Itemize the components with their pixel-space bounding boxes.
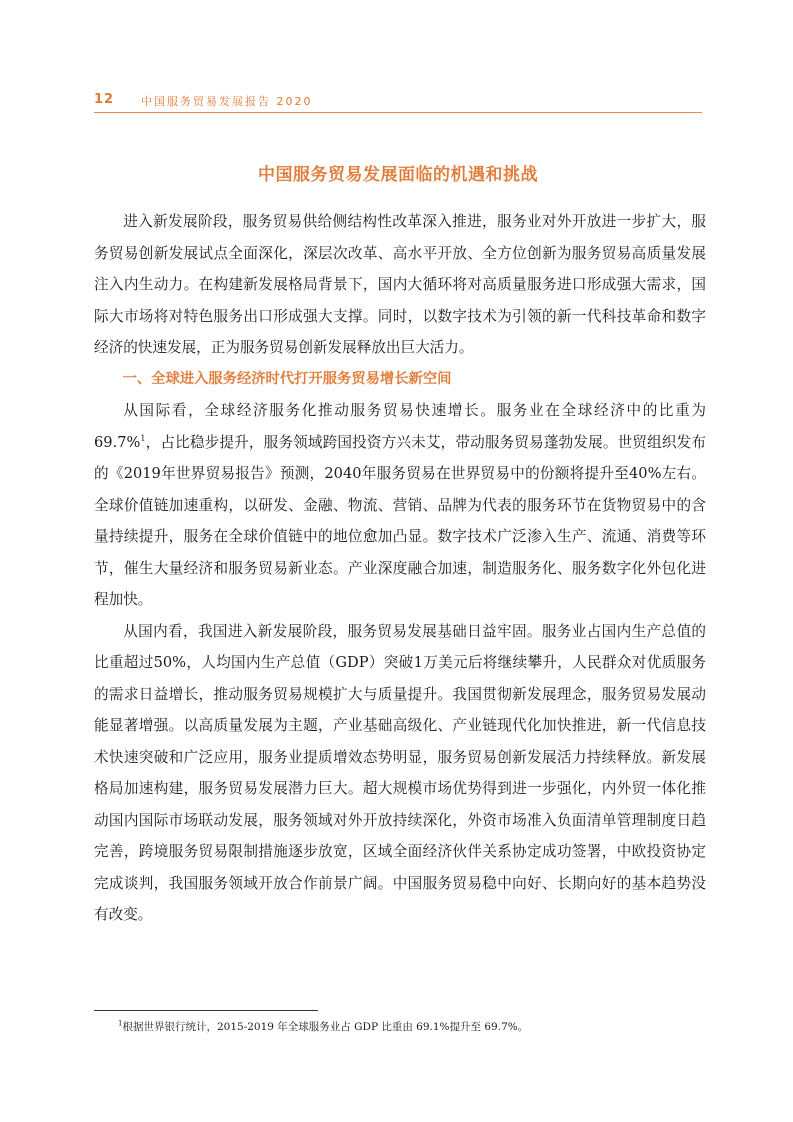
footnote-reference[interactable]: 1 bbox=[140, 433, 146, 443]
page-number: 12 bbox=[94, 92, 115, 107]
intro-paragraph: 进入新发展阶段，服务贸易供给侧结构性改革深入推进，服务业对外开放进一步扩大，服务贸易创新发展试点全面深化，深层次改革、高水平开放、全方位创新为服务贸易高质量发展注入内生动力。在构建新发展格局背景下，国内大循环将对高质量服务进口形成强大需求，国际大市场将对特色服务出口形成强大支撑。同时，以数字技术为引领的新一代科技革命和数字经济的快速发展，正为服务贸易创新发展释放出巨大活力。 bbox=[94, 213, 706, 356]
section-heading: 一、全球进入服务经济时代打开服务贸易增长新空间 bbox=[122, 370, 452, 387]
footnote-mark: 1 bbox=[118, 1019, 123, 1028]
paragraph-text: ，占比稳步提升，服务领域跨国投资方兴未艾，带动服务贸易蓬勃发展。世贸组织发布的《2019年世界贸易报告》预测，2040年服务贸易在世界贸易中的份额将提升至40%左右。全球价值链加速重构，以研发、金融、物流、营销、品牌为代表的服务环节在货物贸易中的含量持续提升，服务在全球价值链中的地位愈加凸显。数字技术广泛渗入生产、流通、消费等环节，催生大量经济和服务贸易新业态。产业深度融合加速，制造服务化、服务数字化外包化进程加快。 bbox=[94, 433, 706, 608]
page-title: 中国服务贸易发展面临的机遇和挑战 bbox=[258, 165, 538, 185]
footnote-text: 根据世界银行统计，2015-2019 年全球服务业占 GDP 比重由 69.1%提升至 69.7%。 bbox=[122, 1021, 529, 1033]
running-title: 中国服务贸易发展报告 2020 bbox=[141, 95, 313, 108]
footnote-divider bbox=[94, 1010, 318, 1011]
paragraph-international bbox=[94, 395, 706, 616]
paragraph-text: 从国际看，全球经济服务化推动服务贸易快速增长。服务业在全球经济中的比重为69.7% bbox=[94, 402, 706, 451]
paragraph-domestic: 从国内看，我国进入新发展阶段，服务贸易发展基础日益牢固。服务业占国内生产总值的比重超过50%，人均国内生产总值（GDP）突破1万美元后将继续攀升，人民群众对优质服务的需求日益增长，推动服务贸易规模扩大与质量提升。我国贯彻新发展理念，服务贸易发展动能显著增强。以高质量发展为主题，产业基础高级化、产业链现代化加快推进，新一代信息技术快速突破和广泛应用，服务业提质增效态势明显，服务贸易创新发展活力持续释放。新发展格局加速构建，服务贸易发展潜力巨大。超大规模市场优势得到进一步强化，内外贸一体化推动国内国际市场联动发展，服务领域对外开放持续深化，外资市场准入负面清单管理制度日趋完善，跨境服务贸易限制措施逐步放宽，区域全面经济伙伴关系协定成功签署，中欧投资协定完成谈判，我国服务领域开放合作前景广阔。中国服务贸易稳中向好、长期向好的基本趋势没有改变。 bbox=[94, 622, 706, 923]
body-text bbox=[94, 206, 706, 931]
footnote bbox=[118, 1020, 718, 1034]
page-header bbox=[94, 92, 702, 113]
